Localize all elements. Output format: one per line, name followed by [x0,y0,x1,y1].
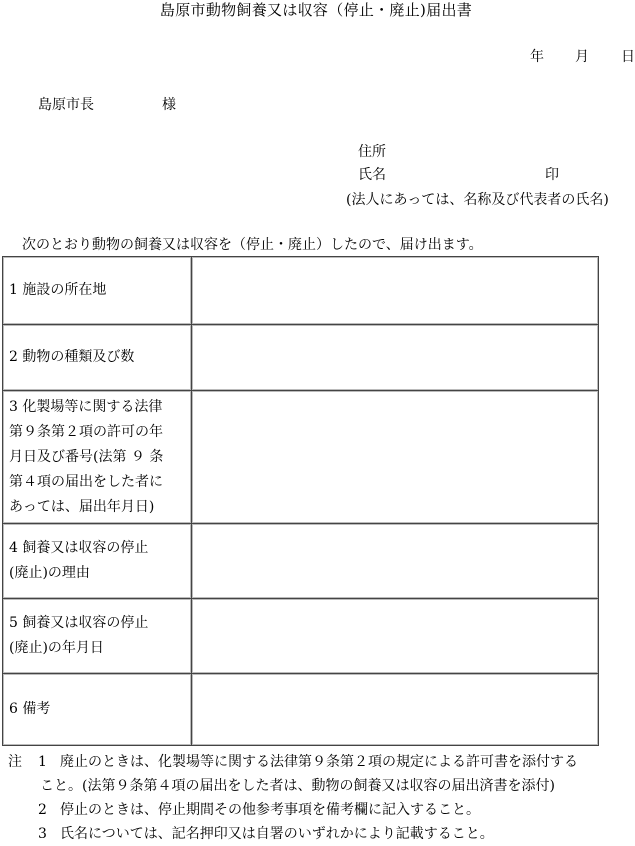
note-text: 廃止のときは、化製場等に関する法律第９条第２項の規定による許可書を添付する [60,754,578,770]
date-year-label: 年 [530,49,544,65]
row-label-facility-location: 1 施設の所在地 [3,257,192,325]
table-row [3,674,599,746]
note-item [8,798,632,822]
notes-prefix: 注 [8,754,22,770]
note-number: 1 [38,754,47,770]
table-row [3,325,599,391]
date-day-label: 日 [621,49,635,65]
table-row [3,524,599,599]
name-label: 氏名 [358,167,386,183]
corporation-note: (法人にあっては、名称及び代表者の氏名) [346,192,609,208]
row-label-stop-reason: 4 飼養又は収容の停止 (廃止)の理由 [3,524,192,599]
table-row [3,391,599,524]
animal-types-field[interactable] [192,325,599,391]
note-text-continuation: こと。(法第９条第４項の届出をした者は、動物の飼養又は収容の届出済書を添付) [40,778,555,794]
note-number: 2 [38,802,47,818]
row-label-stop-date: 5 飼養又は収容の停止 (廃止)の年月日 [3,599,192,674]
row-label-animal-types: 2 動物の種類及び数 [3,325,192,391]
note-item [8,822,632,846]
stop-reason-field[interactable] [192,524,599,599]
addressee-honorific: 様 [162,97,176,113]
date-month-label: 月 [575,49,589,65]
note-item-continuation [8,774,632,798]
intro-text: 次のとおり動物の飼養又は収容を（停止・廃止）したので、届け出ます。 [22,237,483,253]
stop-date-field[interactable] [192,599,599,674]
notes-section [8,750,632,846]
address-label: 住所 [358,144,386,160]
table-row [3,599,599,674]
permit-info-field[interactable] [192,391,599,524]
form-title: 島原市動物飼養又は収容（停止・廃止)届出書 [159,1,473,19]
remarks-field[interactable] [192,674,599,746]
row-label-remarks: 6 備考 [3,674,192,746]
row-label-permit-info: 3 化製場等に関する法律 第９条第２項の許可の年 月日及び番号(法第 ９ 条 第４項の届出をした者に あっては、届出年月日) [3,391,192,524]
table-row [3,257,599,325]
note-text: 停止のときは、停止期間その他参考事項を備考欄に記入すること。 [60,802,480,818]
note-item [8,750,632,774]
facility-location-field[interactable] [192,257,599,325]
note-text: 氏名については、記名押印又は自署のいずれかにより記載すること。 [60,826,494,842]
addressee-name: 島原市長 [38,97,94,113]
seal-mark: 印 [545,167,559,183]
notification-table [2,256,599,746]
note-number: 3 [38,826,47,842]
